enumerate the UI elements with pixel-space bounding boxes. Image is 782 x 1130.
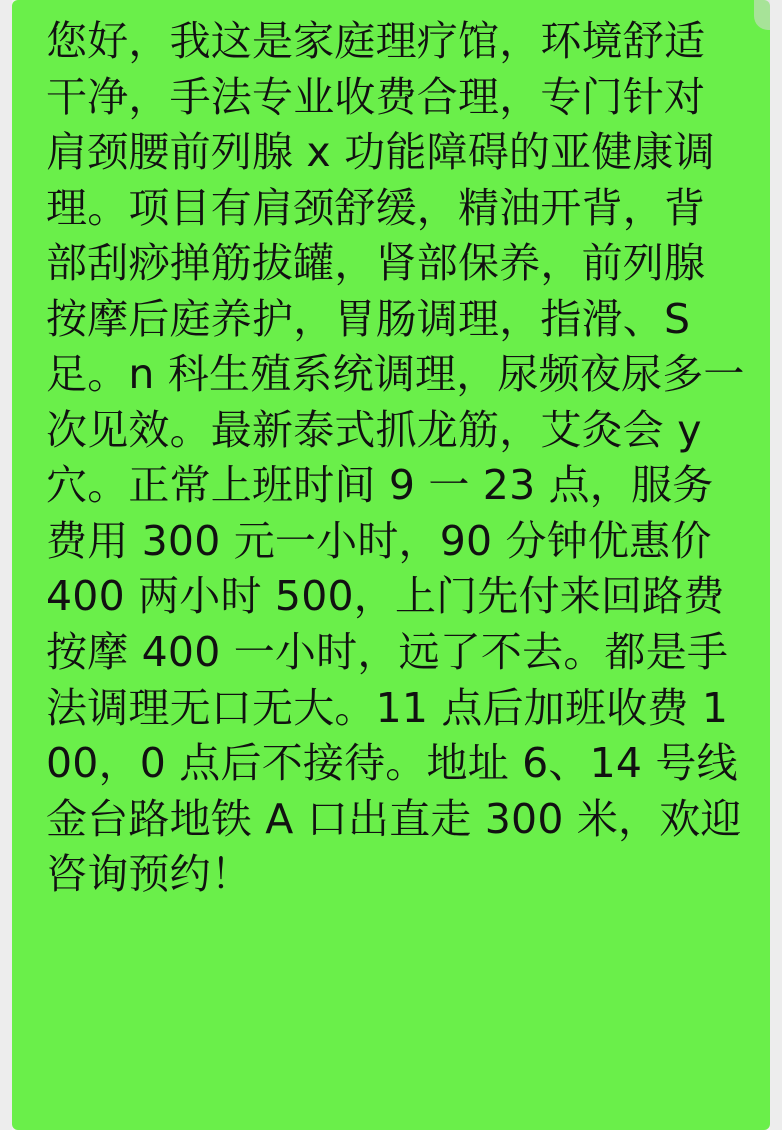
bubble-corner-decoration bbox=[754, 0, 770, 30]
chat-message-bubble[interactable] bbox=[12, 0, 770, 1130]
chat-message-text: 您好，我这是家庭理疗馆，环境舒适干净，手法专业收费合理，专门针对肩颈腰前列腺 x 功能障碍的亚健康调理。项目有肩颈舒缓，精油开背，背部刮痧掸筋拔罐，肾部保养，前列腺按摩后庭养护，胃肠调理，指滑、S 足。n 科生殖系统调理，尿频夜尿多一次见效。最新泰式抓龙筋，艾灸会 y 穴。正常上班时间 9 一 23 点，服务费用 300 元一小时，90 分钟优惠价 400 两小时 500，上门先付来回路费按摩 400 一小时，远了不去。都是手法调理无口无大。11 点后加班收费 100，0 点后不接待。地址 6、14 号线金台路地铁 A 口出直走 300 米，欢迎咨询预约！ bbox=[46, 17, 745, 899]
screen-left-margin bbox=[0, 0, 12, 1130]
screen-right-margin bbox=[770, 0, 782, 1130]
